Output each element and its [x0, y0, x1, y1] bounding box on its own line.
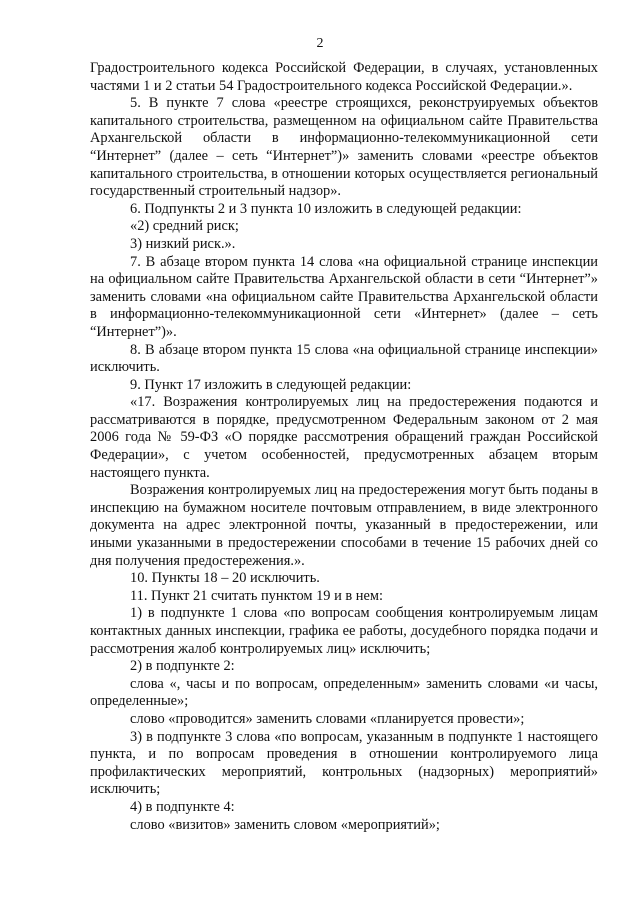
paragraph: «2) средний риск;: [130, 218, 239, 235]
paragraph: 10. Пункты 18 – 20 исключить.: [130, 570, 320, 587]
page-number: 2: [316, 36, 324, 51]
document-body: [90, 60, 598, 834]
paragraph: 3) в подпункте 3 слова «по вопросам, указанным в подпункте 1 настоящего пункта, и по вопросам проведения в отношении контролируемого лица профилактических мероприятий, контрольных (надзорных) мероприятий» исключить;: [90, 728, 598, 798]
paragraph: слова «, часы и по вопросам, определенным» заменить словами «и часы, определенные»;: [90, 675, 598, 710]
paragraph: Возражения контролируемых лиц на предостережения могут быть поданы в инспекцию на бумажном носителе почтовым отправлением, в виде электронного документа на адрес электронной почты, указанный в предостережении, или иными указанными в предостережении способами в течение 15 рабочих дней со дня получения предостережения.».: [90, 482, 598, 569]
paragraph: 6. Подпункты 2 и 3 пункта 10 изложить в следующей редакции:: [130, 200, 522, 217]
paragraph: Градостроительного кодекса Российской Федерации, в случаях, установленных частями 1 и 2 статьи 54 Градостроительного кодекса Российской Федерации.».: [90, 60, 598, 94]
paragraph: 5. В пункте 7 слова «реестре строящихся, реконструируемых объектов капитального строительства, размещенном на официальном сайте Правительства Архангельской области в информационно-телекоммуникационной сети “Интернет” (далее – сеть “Интернет”)» заменить словами «реестре объектов капитального строительства, в отношении которых осуществляется региональный государственный строительный надзор».: [90, 95, 598, 200]
paragraph: слово «визитов» заменить словом «мероприятий»;: [130, 816, 440, 833]
paragraph: 7. В абзаце втором пункта 14 слова «на официальной странице инспекции на официальном сайте Правительства Архангельской области в сети “Интернет”» заменить словами «на официальном сайте Правительства Архангельской области в информационно-телекоммуникационной сети «Интернет» (далее – сеть “Интернет”)».: [90, 253, 598, 340]
paragraph: 9. Пункт 17 изложить в следующей редакции:: [130, 376, 412, 393]
paragraph: 8. В абзаце втором пункта 15 слова «на официальной странице инспекции» исключить.: [90, 341, 598, 376]
paragraph: 1) в подпункте 1 слова «по вопросам сообщения контролируемым лицам контактных данных инспекции, графика ее работы, досудебного порядка подачи и рассмотрения жалоб контролируемых лиц» исключить;: [90, 605, 598, 657]
paragraph: 11. Пункт 21 считать пунктом 19 и в нем:: [130, 587, 383, 604]
paragraph: 4) в подпункте 4:: [130, 798, 235, 815]
paragraph: 2) в подпункте 2:: [130, 658, 235, 675]
paragraph: «17. Возражения контролируемых лиц на предостережения подаются и рассматриваются в порядке, предусмотренном Федеральным законом от 2 мая 2006 года № 59-ФЗ «О порядке рассмотрения обращений граждан Российской Федерации», с учетом особенностей, предусмотренных абзацем вторым настоящего пункта.: [90, 394, 598, 481]
paragraph: слово «проводится» заменить словами «планируется провести»;: [130, 710, 525, 727]
paragraph: 3) низкий риск.».: [130, 235, 236, 252]
